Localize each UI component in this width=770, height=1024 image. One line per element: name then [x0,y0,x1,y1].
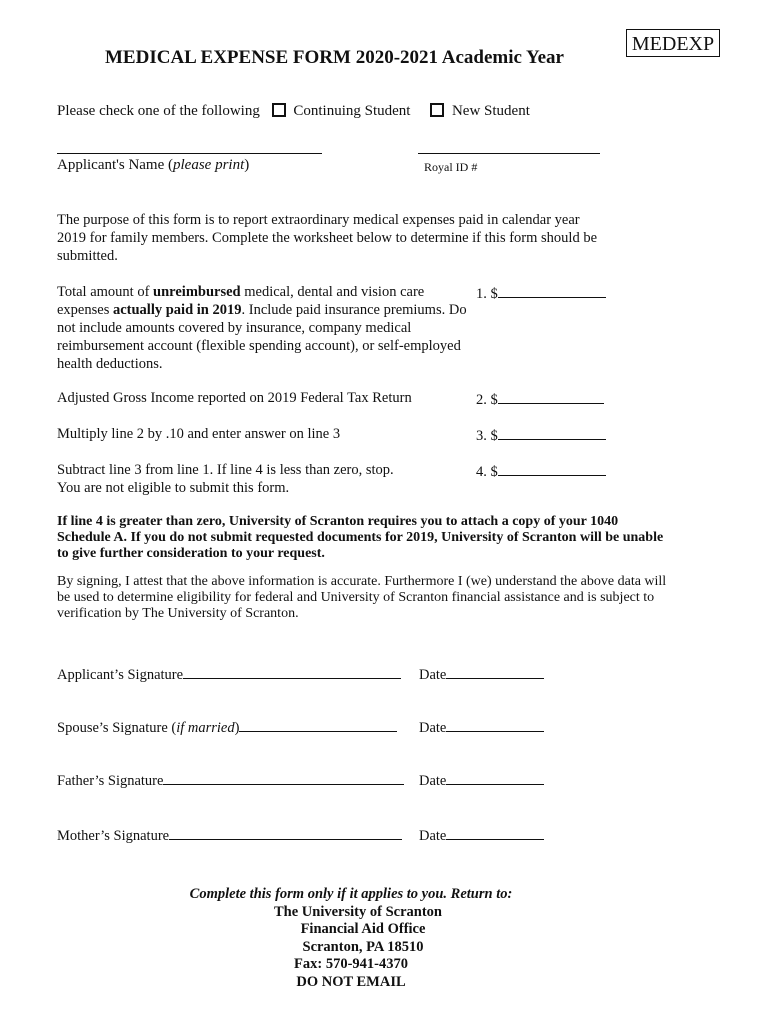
applicant-name-label-text: Applicant's Name ( [57,157,174,173]
father-date-label: Date [419,773,447,789]
new-student-checkbox[interactable] [430,103,444,117]
line1-text [57,283,473,373]
footer-fax: Fax: 570-941-4370 [294,956,408,972]
father-date-field[interactable] [446,770,544,785]
applicant-name-label-end: ) [244,157,250,173]
spouse-date-row [419,717,544,737]
line1-text-a: Total amount of [57,284,154,300]
form-title: MEDICAL EXPENSE FORM 2020-2021 Academic Year [105,47,564,68]
line4-number-label: 4. $ [476,464,498,480]
applicant-name-label [57,157,249,174]
footer-address: Scranton, PA 18510 [302,938,424,955]
line1-text-d: actually paid in 2019 [112,302,242,318]
spouse-signature-label-end: ) [234,720,240,736]
spouse-signature-label-italic: if married [176,720,235,736]
line3-number-label: 3. $ [476,428,498,444]
applicant-date-row [419,664,544,684]
father-signature-label: Father’s Signature [57,773,164,789]
continuing-student-checkbox[interactable] [272,103,286,117]
line1-text-c: medical, dental and vision care expenses [57,284,425,318]
line2-text: Adjusted Gross Income reported on 2019 Federal Tax Return [57,390,412,406]
attest-text: By signing, I attest that the above information is accurate. Furthermore I (we) understand the above data will be used to determine eligibility for federal and University of Scranton financial assistance and is subject to verification by The University of Scranton. [57,574,667,621]
line2-amount-field[interactable] [498,389,604,404]
line3-text: Multiply line 2 by .10 and enter answer on line 3 [57,426,341,442]
applicant-signature-field[interactable] [183,664,401,679]
purpose-text: The purpose of this form is to report extraordinary medical expenses paid in calendar year 2019 for family members. Complete the worksheet below to determine if this form should be submitted. [57,212,598,264]
line1-text-e: . Include paid insurance premiums. Do not include amounts covered by insurance, company medical reimbursement account (flexible spending account), or self-employed health deductions. [57,302,467,372]
line1-amount-field[interactable] [498,283,606,298]
father-signature-field[interactable] [163,770,404,785]
footer-block [0,886,770,991]
line2-number-label: 2. $ [476,392,498,408]
line3-number [476,425,606,445]
footer-no-email: DO NOT EMAIL [296,973,406,990]
applicant-date-label: Date [419,667,447,683]
line4-text: Subtract line 3 from line 1. If line 4 is less than zero, stop. You are not eligible to submit this form. [57,462,394,496]
spouse-signature-label: Spouse’s Signature ( [57,720,177,736]
mother-signature-field[interactable] [169,825,402,840]
line4-amount-field[interactable] [498,461,606,476]
father-date-row [419,770,544,790]
line1-number [476,283,606,303]
applicant-date-field[interactable] [446,664,544,679]
footer-office: Financial Aid Office [300,921,426,937]
footer-instruction: Complete this form only if it applies to you. Return to: [189,886,513,902]
notice-text: If line 4 is greater than zero, University of Scranton requires you to attach a copy of your 1040 Schedule A. If you do not submit requested documents for 2019, University of Scranton will be unable to give further consideration to your request. [57,514,664,561]
applicant-name-label-italic: please print [173,157,245,173]
mother-date-row [419,825,544,845]
form-code-box: MEDEXP [626,29,720,57]
father-signature-row [57,770,404,790]
spouse-date-label: Date [419,720,447,736]
line2-number [476,389,604,409]
spouse-signature-field[interactable] [239,717,397,732]
royal-id-field[interactable] [418,153,600,154]
royal-id-label: Royal ID # [424,160,478,174]
check-prompt: Please check one of the following [57,103,260,119]
line3-amount-field[interactable] [498,425,606,440]
mother-date-field[interactable] [446,825,544,840]
footer-university: The University of Scranton [274,903,442,920]
new-student-label: New Student [451,103,530,119]
applicant-signature-label: Applicant’s Signature [57,667,184,683]
line1-number-label: 1. $ [476,286,498,302]
mother-signature-label: Mother’s Signature [57,828,170,844]
spouse-date-field[interactable] [446,717,544,732]
line1-text-b: unreimbursed [153,284,241,300]
continuing-student-label: Continuing Student [293,103,411,119]
applicant-name-field[interactable] [57,153,322,154]
applicant-signature-row [57,664,401,684]
check-row [57,103,530,120]
line4-number [476,461,606,481]
mother-signature-row [57,825,402,845]
spouse-signature-row [57,717,397,737]
mother-date-label: Date [419,828,447,844]
